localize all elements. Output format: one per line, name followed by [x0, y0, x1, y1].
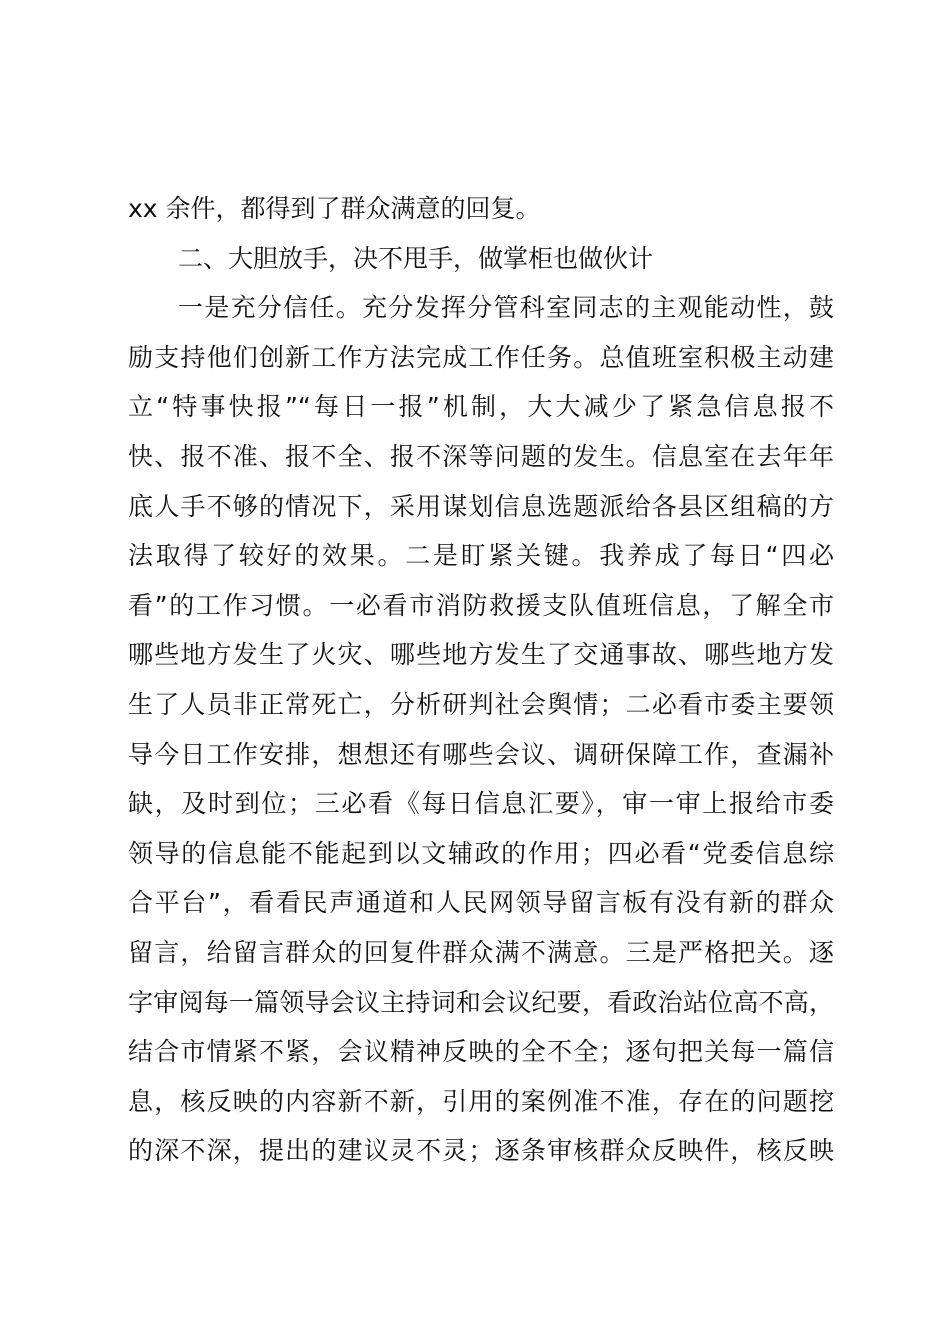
text-line: 合平台”，看看民声通道和人民网领导留言板有没有新的群众: [128, 888, 834, 918]
text-line: 法取得了较好的效果。二是盯紧关键。我养成了每日“四必: [128, 541, 834, 571]
text-line: 息，核反映的内容新不新，引用的案例准不准，存在的问题挖: [128, 1086, 834, 1116]
text-line: 底人手不够的情况下，采用谋划信息选题派给各县区组稿的方: [128, 491, 834, 521]
text-line: 看”的工作习惯。一必看市消防救援支队值班信息，了解全市: [128, 590, 834, 620]
text-line: 励支持他们创新工作方法完成工作任务。总值班室积极主动建: [128, 342, 834, 372]
text-line: 的深不深，提出的建议灵不灵；逐条审核群众反映件，核反映: [128, 1136, 834, 1166]
body-text: [128, 184, 834, 1176]
text-line: 导今日工作安排，想想还有哪些会议、调研保障工作，查漏补: [128, 739, 834, 769]
text-line: xx 余件，都得到了群众满意的回复。: [128, 194, 541, 223]
text-line: 字审阅每一篇领导会议主持词和会议纪要，看政治站位高不高，: [128, 987, 834, 1017]
text-line: 领导的信息能不能起到以文辅政的作用；四必看“党委信息综: [128, 838, 834, 868]
text-line: 快、报不准、报不全、报不深等问题的发生。信息室在去年年: [128, 441, 834, 471]
section-heading: 二、大胆放手，决不甩手，做掌柜也做伙计: [178, 243, 654, 273]
text-line: 立“特事快报”“每日一报”机制，大大减少了紧急信息报不: [128, 392, 834, 422]
text-line: 留言，给留言群众的回复件群众满不满意。三是严格把关。逐: [128, 937, 834, 967]
text-line: 一是充分信任。充分发挥分管科室同志的主观能动性，鼓: [178, 293, 834, 323]
text-line: 生了人员非正常死亡，分析研判社会舆情；二必看市委主要领: [128, 689, 834, 719]
text-line: 结合市情紧不紧，会议精神反映的全不全；逐句把关每一篇信: [128, 1037, 834, 1067]
text-line: 缺，及时到位；三必看《每日信息汇要》，审一审上报给市委: [128, 789, 834, 819]
text-line: 哪些地方发生了火灾、哪些地方发生了交通事故、哪些地方发: [128, 640, 834, 670]
